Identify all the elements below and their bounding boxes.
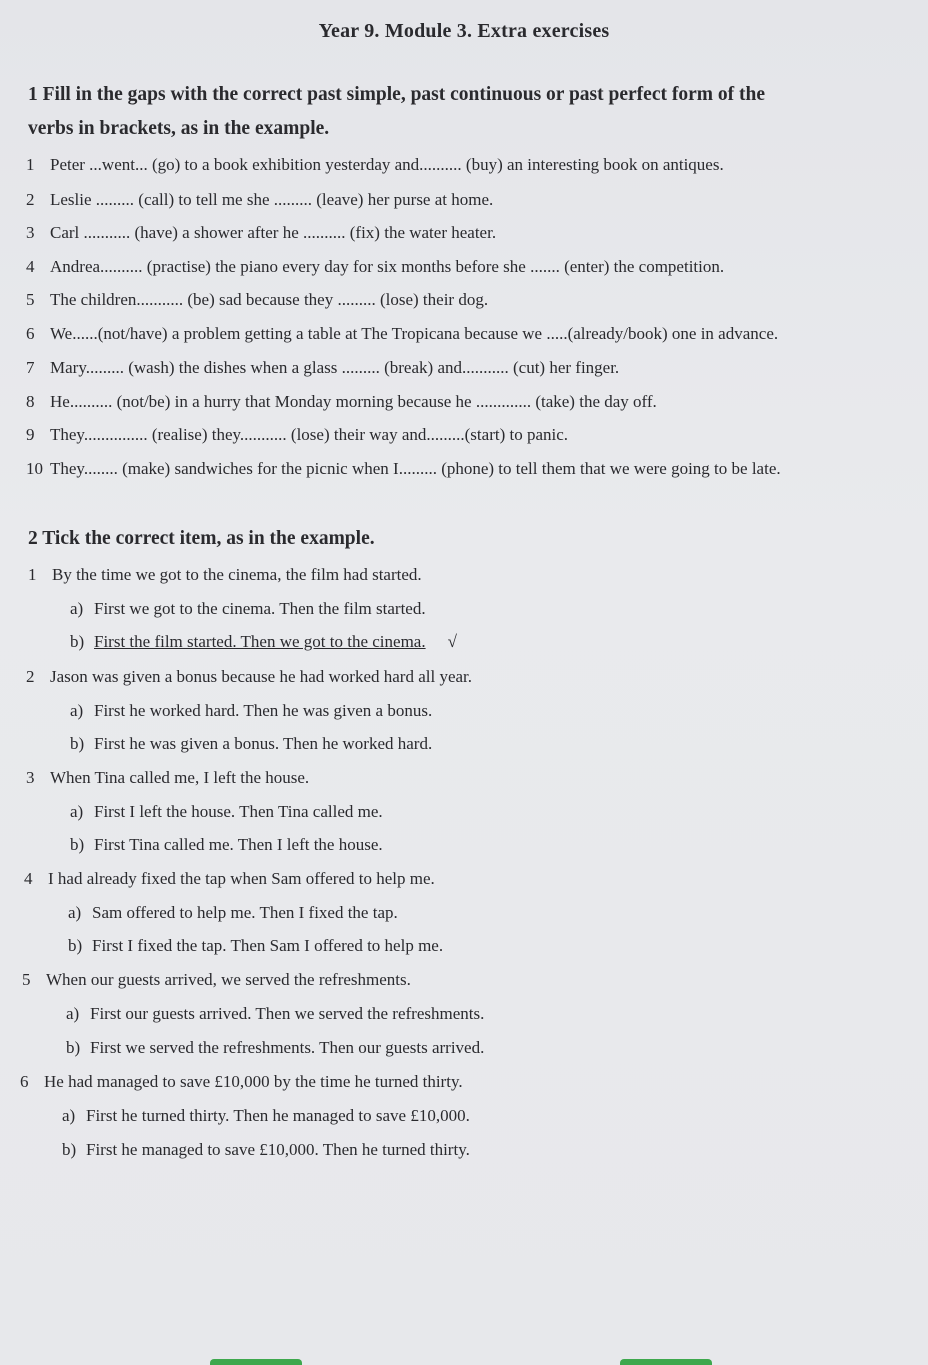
option-a[interactable] xyxy=(70,599,426,619)
question-text: When Tina called me, I left the house. xyxy=(50,768,310,787)
option-label: a) xyxy=(68,903,82,922)
option-label: b) xyxy=(70,734,85,753)
option-b[interactable] xyxy=(62,1140,470,1160)
item-text: We......(not/have) a problem getting a table at The Tropicana because we .....(already/book) one in advance. xyxy=(50,324,779,343)
option-b-underlined xyxy=(70,632,426,651)
question-text: By the time we got to the cinema, the film had started. xyxy=(52,565,422,584)
option-text: Sam offered to help me. Then I fixed the tap. xyxy=(92,903,398,922)
option-label: b) xyxy=(66,1038,81,1057)
page-title: Year 9. Module 3. Extra exercises xyxy=(318,20,610,42)
option-text: First we served the refreshments. Then our guests arrived. xyxy=(90,1038,485,1057)
question xyxy=(24,869,435,889)
exercise1-item xyxy=(26,459,781,479)
option-label: b) xyxy=(62,1140,77,1159)
option-b[interactable] xyxy=(68,936,443,956)
option-text: First he was given a bonus. Then he worked hard. xyxy=(94,734,433,753)
question xyxy=(26,667,472,687)
item-number: 5 xyxy=(26,290,35,309)
option-text: First he turned thirty. Then he managed to save £10,000. xyxy=(86,1106,470,1125)
option-a[interactable] xyxy=(70,701,432,721)
exercise1-item xyxy=(26,358,619,378)
question-text: Jason was given a bonus because he had worked hard all year. xyxy=(50,667,473,686)
question-number: 6 xyxy=(20,1072,29,1091)
section1-heading-line2: verbs in brackets, as in the example. xyxy=(28,118,330,139)
item-number: 2 xyxy=(26,190,35,209)
question xyxy=(28,565,422,585)
item-text: Andrea.......... (practise) the piano every day for six months before she ....... (enter) the competition. xyxy=(50,257,725,276)
question xyxy=(22,970,411,990)
exercise1-item xyxy=(26,155,724,175)
question-number: 3 xyxy=(26,768,35,787)
question-number: 4 xyxy=(24,869,33,888)
option-a[interactable] xyxy=(70,802,383,822)
item-text: He.......... (not/be) in a hurry that Monday morning because he ............. (take) the day off. xyxy=(50,392,657,411)
option-label: b) xyxy=(68,936,83,955)
exercise1-item xyxy=(26,324,778,344)
question-number: 2 xyxy=(26,667,35,686)
item-text: They........ (make) sandwiches for the picnic when I......... (phone) to tell them that we were going to be late. xyxy=(50,459,781,478)
exercise1-item xyxy=(26,425,568,445)
green-tab-left xyxy=(210,1359,302,1365)
option-text: First we got to the cinema. Then the film started. xyxy=(94,599,426,618)
option-label: b) xyxy=(70,632,85,651)
question-text: When our guests arrived, we served the refreshments. xyxy=(46,970,411,989)
green-tab-right xyxy=(620,1359,712,1365)
question-text: I had already fixed the tap when Sam offered to help me. xyxy=(48,869,435,888)
item-number: 3 xyxy=(26,223,35,242)
item-number: 4 xyxy=(26,257,35,276)
item-number: 9 xyxy=(26,425,35,444)
question-number: 5 xyxy=(22,970,31,989)
option-label: a) xyxy=(62,1106,76,1125)
option-text: First he managed to save £10,000. Then he turned thirty. xyxy=(86,1140,470,1159)
exercise1-item xyxy=(26,392,657,412)
option-label: a) xyxy=(66,1004,80,1023)
item-text: Mary......... (wash) the dishes when a glass ......... (break) and........... (cut) her finger. xyxy=(50,358,620,377)
option-label: a) xyxy=(70,701,84,720)
option-label: a) xyxy=(70,802,84,821)
question-number: 1 xyxy=(28,565,37,584)
option-label: b) xyxy=(70,835,85,854)
option-b[interactable] xyxy=(70,835,383,855)
exercise1-item xyxy=(26,257,724,277)
option-b[interactable] xyxy=(66,1038,484,1058)
section1-heading-line1: 1 Fill in the gaps with the correct past simple, past continuous or past perfect form of the xyxy=(28,84,765,105)
option-text: First Tina called me. Then I left the house. xyxy=(94,835,383,854)
option-text: First I fixed the tap. Then Sam I offered to help me. xyxy=(92,936,444,955)
item-number: 7 xyxy=(26,358,35,377)
item-number: 1 xyxy=(26,155,35,174)
option-label: a) xyxy=(70,599,84,618)
option-b[interactable] xyxy=(70,632,457,652)
option-text: First the film started. Then we got to the cinema. xyxy=(94,632,426,651)
item-number: 6 xyxy=(26,324,35,343)
tick-mark: √ xyxy=(447,632,457,651)
option-a[interactable] xyxy=(62,1106,470,1126)
option-b[interactable] xyxy=(70,734,432,754)
item-text: Carl ........... (have) a shower after he .......... (fix) the water heater. xyxy=(50,223,497,242)
exercise1-item xyxy=(26,190,493,210)
question xyxy=(20,1072,463,1092)
option-text: First our guests arrived. Then we served the refreshments. xyxy=(90,1004,485,1023)
item-text: They............... (realise) they........... (lose) their way and.........(start) to panic. xyxy=(50,425,569,444)
option-text: First he worked hard. Then he was given a bonus. xyxy=(94,701,433,720)
item-number: 10 xyxy=(26,459,43,478)
option-a[interactable] xyxy=(66,1004,484,1024)
item-text: Peter ...went... (go) to a book exhibition yesterday and.......... (buy) an interesting book on antiques. xyxy=(50,155,724,174)
option-a[interactable] xyxy=(68,903,398,923)
question-text: He had managed to save £10,000 by the time he turned thirty. xyxy=(44,1072,463,1091)
item-text: The children........... (be) sad because they ......... (lose) their dog. xyxy=(50,290,489,309)
item-number: 8 xyxy=(26,392,35,411)
option-text: First I left the house. Then Tina called me. xyxy=(94,802,383,821)
exercise1-item xyxy=(26,290,488,310)
section2-heading: 2 Tick the correct item, as in the example. xyxy=(28,528,375,549)
item-text: Leslie ......... (call) to tell me she ......... (leave) her purse at home. xyxy=(50,190,494,209)
question xyxy=(26,768,309,788)
exercise1-item xyxy=(26,223,496,243)
